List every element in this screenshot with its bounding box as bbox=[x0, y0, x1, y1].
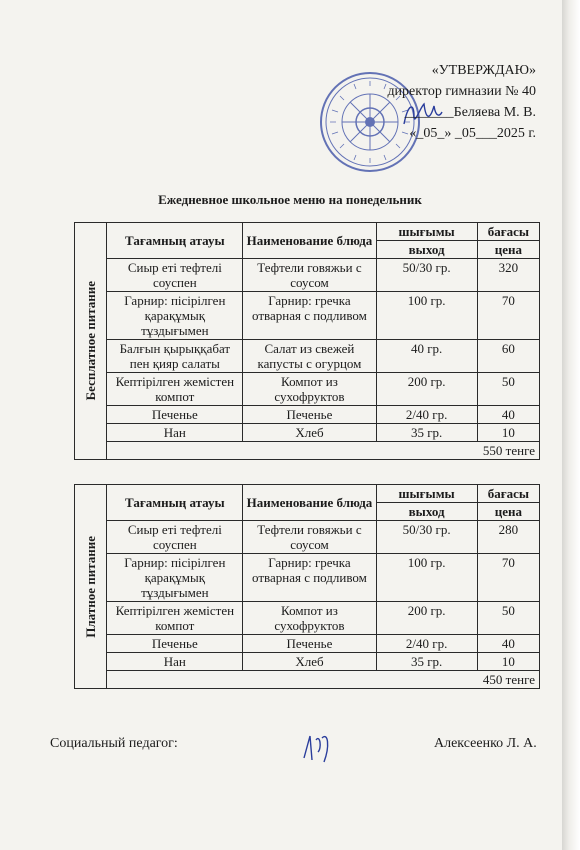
dish-yield: 2/40 гр. bbox=[376, 635, 477, 653]
header-yield-ru: выход bbox=[376, 503, 477, 521]
table-row bbox=[75, 554, 540, 602]
dish-ru: Хлеб bbox=[243, 653, 376, 671]
page-title: Ежедневное школьное меню на понедельник bbox=[158, 192, 422, 207]
dish-ru: Компот из сухофруктов bbox=[243, 602, 376, 635]
pedagogue-signature bbox=[298, 728, 338, 768]
approval-block bbox=[316, 60, 536, 144]
dish-kz: Печенье bbox=[107, 406, 243, 424]
table-row bbox=[75, 635, 540, 653]
header-yield-kz: шығымы bbox=[376, 223, 477, 241]
total-row bbox=[75, 442, 540, 460]
dish-price: 10 bbox=[477, 653, 539, 671]
header-price-ru: цена bbox=[477, 241, 539, 259]
header-kz-name: Тағамның атауы bbox=[107, 223, 243, 259]
dish-kz: Печенье bbox=[107, 635, 243, 653]
dish-yield: 200 гр. bbox=[376, 373, 477, 406]
dish-ru: Печенье bbox=[243, 406, 376, 424]
dish-yield: 35 гр. bbox=[376, 424, 477, 442]
approval-heading: «УТВЕРЖДАЮ» bbox=[431, 63, 536, 78]
dish-ru: Хлеб bbox=[243, 424, 376, 442]
table-row bbox=[75, 602, 540, 635]
dish-yield: 100 гр. bbox=[376, 554, 477, 602]
dish-kz: Нан bbox=[107, 424, 243, 442]
table-row bbox=[75, 406, 540, 424]
dish-ru: Тефтели говяжьи с соусом bbox=[243, 521, 376, 554]
dish-price: 70 bbox=[477, 554, 539, 602]
dish-price: 40 bbox=[477, 635, 539, 653]
dish-price: 40 bbox=[477, 406, 539, 424]
header-price-kz: бағасы bbox=[477, 485, 539, 503]
approval-name: _______Беляева М. В. bbox=[404, 105, 536, 120]
free-side-label: Бесплатное питание bbox=[83, 281, 99, 401]
dish-kz: Кептірілген жемістен компот bbox=[107, 373, 243, 406]
table-row bbox=[75, 424, 540, 442]
total-row bbox=[75, 671, 540, 689]
dish-ru: Гарнир: гречка отварная с подливом bbox=[243, 292, 376, 340]
social-pedagogue-label: Социальный педагог: bbox=[50, 736, 178, 751]
dish-kz: Кептірілген жемістен компот bbox=[107, 602, 243, 635]
table-row bbox=[75, 373, 540, 406]
paid-side-label-cell bbox=[75, 485, 107, 689]
dish-yield: 200 гр. bbox=[376, 602, 477, 635]
header-yield-kz: шығымы bbox=[376, 485, 477, 503]
dish-price: 50 bbox=[477, 602, 539, 635]
dish-price: 280 bbox=[477, 521, 539, 554]
free-menu-table bbox=[74, 222, 540, 460]
approval-position: директор гимназии № 40 bbox=[387, 84, 536, 99]
header-ru-name: Наименование блюда bbox=[243, 485, 376, 521]
dish-price: 70 bbox=[477, 292, 539, 340]
table-row bbox=[75, 340, 540, 373]
free-total: 550 тенге bbox=[107, 442, 540, 460]
dish-ru: Гарнир: гречка отварная с подливом bbox=[243, 554, 376, 602]
free-side-label-cell bbox=[75, 223, 107, 460]
header-yield-ru: выход bbox=[376, 241, 477, 259]
approval-date: «_05_» _05___2025 г. bbox=[409, 126, 536, 141]
dish-kz: Гарнир: пісірілген қарақұмық тұздығымен bbox=[107, 292, 243, 340]
dish-ru: Компот из сухофруктов bbox=[243, 373, 376, 406]
dish-price: 50 bbox=[477, 373, 539, 406]
table-row bbox=[75, 259, 540, 292]
table-row bbox=[75, 653, 540, 671]
page-edge bbox=[562, 0, 580, 850]
dish-yield: 50/30 гр. bbox=[376, 521, 477, 554]
paid-total: 450 тенге bbox=[107, 671, 540, 689]
dish-yield: 2/40 гр. bbox=[376, 406, 477, 424]
dish-ru: Печенье bbox=[243, 635, 376, 653]
table-row bbox=[75, 521, 540, 554]
dish-ru: Тефтели говяжьи с соусом bbox=[243, 259, 376, 292]
dish-ru: Салат из свежей капусты с огурцом bbox=[243, 340, 376, 373]
paid-side-label: Платное питание bbox=[83, 535, 99, 638]
dish-price: 60 bbox=[477, 340, 539, 373]
paid-menu-table bbox=[74, 484, 540, 689]
table-row bbox=[75, 292, 540, 340]
dish-price: 10 bbox=[477, 424, 539, 442]
dish-kz: Сиыр еті тефтелі соуспен bbox=[107, 259, 243, 292]
header-kz-name: Тағамның атауы bbox=[107, 485, 243, 521]
dish-yield: 35 гр. bbox=[376, 653, 477, 671]
dish-price: 320 bbox=[477, 259, 539, 292]
social-pedagogue-name: Алексеенко Л. А. bbox=[434, 736, 537, 751]
header-price-kz: бағасы bbox=[477, 223, 539, 241]
dish-kz: Нан bbox=[107, 653, 243, 671]
dish-yield: 100 гр. bbox=[376, 292, 477, 340]
dish-kz: Балғын қырыққабат пен қияр салаты bbox=[107, 340, 243, 373]
header-ru-name: Наименование блюда bbox=[243, 223, 376, 259]
dish-yield: 50/30 гр. bbox=[376, 259, 477, 292]
header-price-ru: цена bbox=[477, 503, 539, 521]
dish-kz: Сиыр еті тефтелі соуспен bbox=[107, 521, 243, 554]
dish-yield: 40 гр. bbox=[376, 340, 477, 373]
dish-kz: Гарнир: пісірілген қарақұмық тұздығымен bbox=[107, 554, 243, 602]
